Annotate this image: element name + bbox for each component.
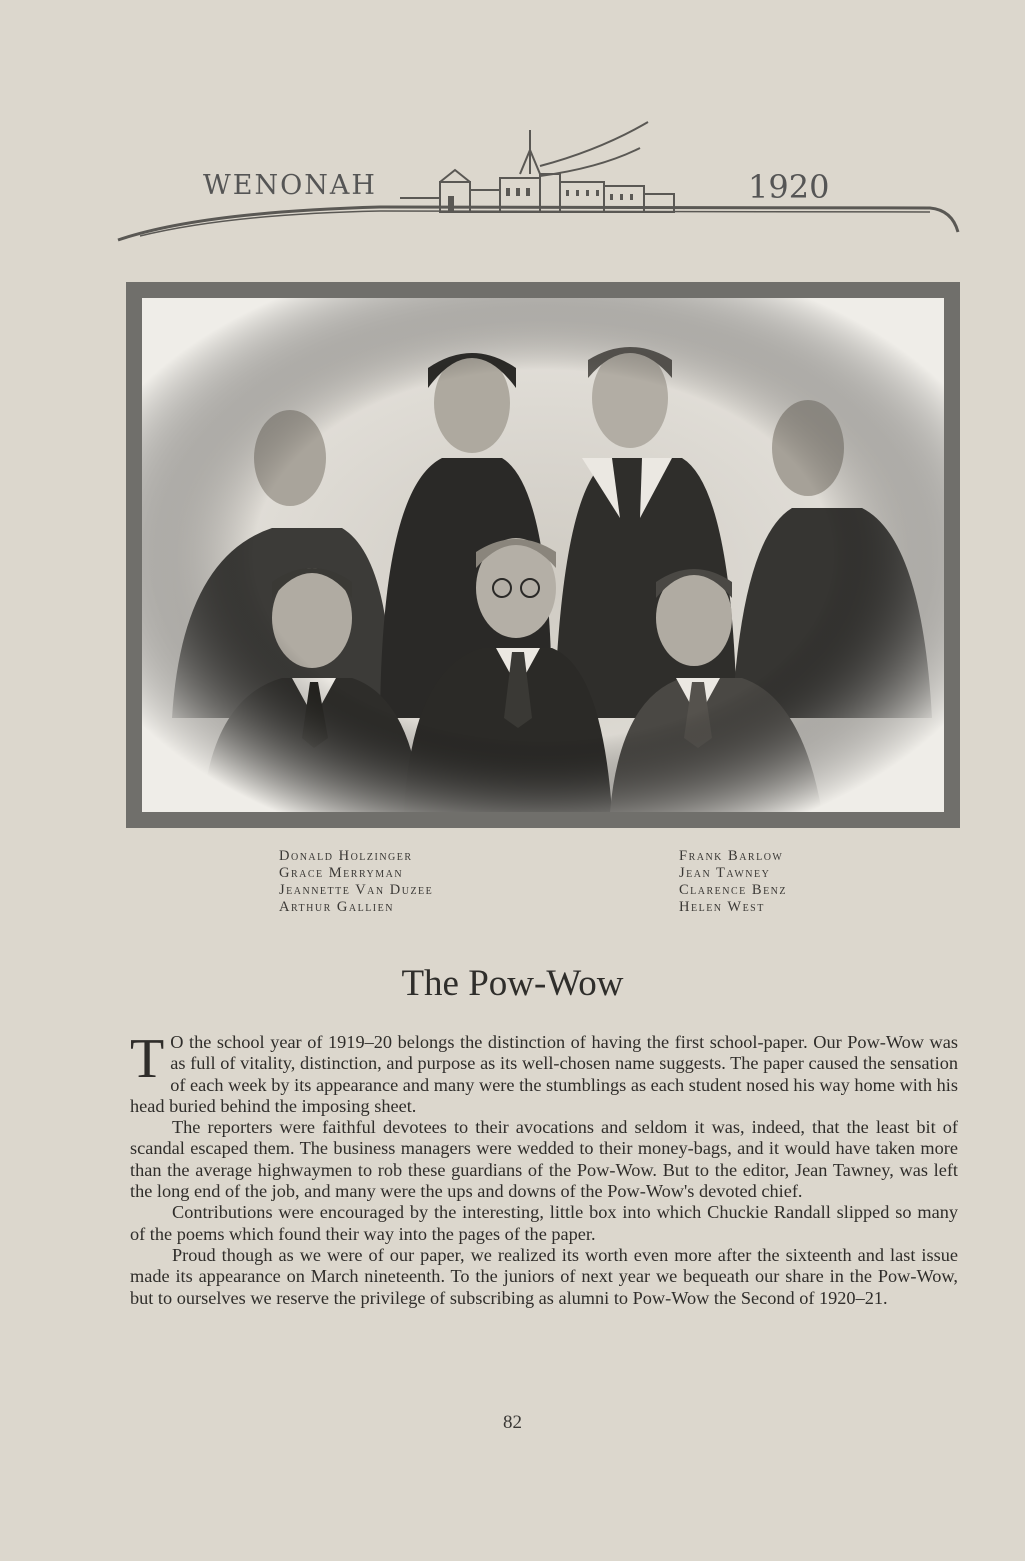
paragraph-2: The reporters were faithful devotees to their avocations and seldom it was, indeed, that the least bit of scandal escaped them. The business managers were wedded to their money-bags, and it would have taken more than the average highwaymen to rob these guardians of the Pow-Wow. But to the editor, Jean Tawney, was left the long end of the job, and many were the ups and downs of the Pow-Wow's devoted chief. xyxy=(130,1117,958,1202)
member-name: Jeannette Van Duzee xyxy=(279,882,434,898)
member-name: Helen West xyxy=(679,899,765,915)
member-name: Donald Holzinger xyxy=(279,848,413,864)
names-column-right xyxy=(679,848,787,916)
drop-cap: T xyxy=(130,1028,165,1090)
yearbook-title: WENONAH xyxy=(203,170,377,201)
member-name: Frank Barlow xyxy=(679,848,784,864)
member-name: Grace Merryman xyxy=(279,865,404,881)
paragraph-3: Contributions were encouraged by the interesting, little box into which Chuckie Randall slipped so many of the poems which found their way into the pages of the paper. xyxy=(130,1202,958,1244)
group-portrait-photo xyxy=(142,298,944,812)
member-name: Clarence Benz xyxy=(679,882,788,898)
article-body xyxy=(130,1028,958,1309)
group-portrait-silhouettes xyxy=(142,298,944,812)
school-building-illustration xyxy=(0,0,1025,260)
article-title: The Pow-Wow xyxy=(401,963,624,1004)
photo-frame xyxy=(126,282,960,828)
member-name: Arthur Gallien xyxy=(279,899,394,915)
names-column-left xyxy=(279,848,433,916)
paragraph-text: O the school year of 1919–20 belongs the distinction of having the first school-paper. Our Pow-Wow was as full of vitality, distinction, and purpose as its well-chosen name suggests. The paper caused the sensation of each week by its appearance and many were the stumblings as each student nosed his way home with his head buried behind the imposing sheet. xyxy=(130,1032,958,1116)
page-number: 82 xyxy=(503,1412,522,1433)
paragraph-1 xyxy=(130,1028,958,1117)
page-header xyxy=(0,0,1025,260)
paragraph-4: Proud though as we were of our paper, we realized its worth even more after the sixteenth and last issue made its appearance on March nineteenth. To the juniors of next year we bequeath our share in the Pow-Wow, but to ourselves we reserve the privilege of subscribing as alumni to Pow-Wow the Second of 1920–21. xyxy=(130,1244,958,1308)
member-name: Jean Tawney xyxy=(679,865,771,881)
yearbook-year: 1920 xyxy=(748,168,830,206)
